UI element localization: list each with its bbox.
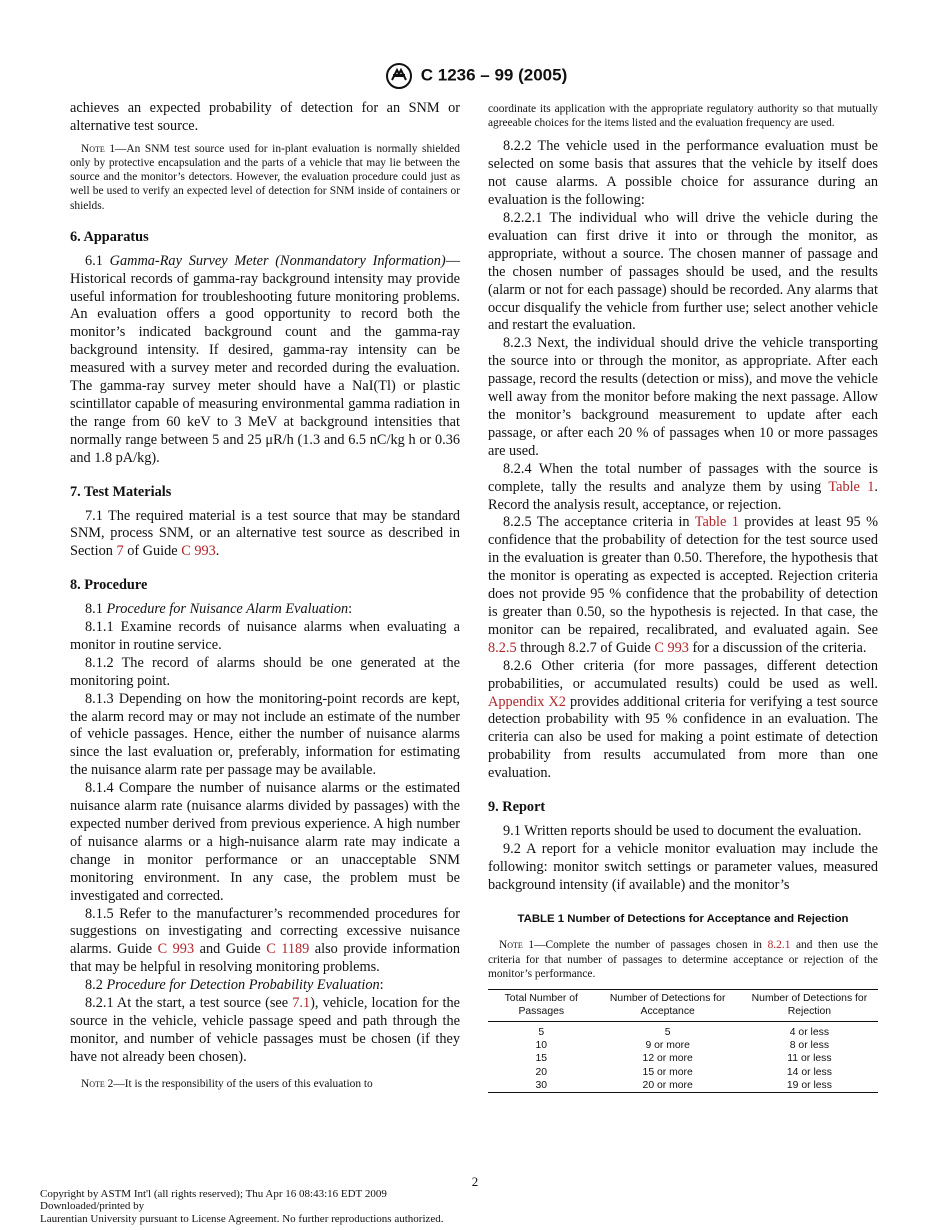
table-cell: 5 [538, 1027, 545, 1039]
table-cell: 15 [535, 1053, 548, 1065]
document-header [0, 62, 950, 90]
table-cell: 14 or less [786, 1066, 832, 1078]
section-8-2-4: 8.2.4 When the total number of passages with the source is complete, tally the results and analyze them by using Table 1. Record the analysis result, acceptance, or rejection. [488, 460, 878, 513]
astm-logo-icon [383, 62, 415, 90]
footer-line: Laurentian University pursuant to License Agreement. No further reproductions authorized. [40, 1212, 444, 1225]
section-8-1-3: 8.1.3 Depending on how the monitoring-point records are kept, the alarm record may or may not include an estimate of the number of vehicle passages. Hence, either the number of nuisance alarms since the last evaluation or, preferably, information for estimating the nuisance alarm rate per passage may be available. [70, 690, 460, 779]
table-1-caption: TABLE 1 Number of Detections for Acceptance and Rejection [517, 912, 849, 925]
section-8-1: 8.1 Procedure for Nuisance Alarm Evaluation: [85, 601, 353, 618]
table-1 [488, 989, 878, 1093]
section-7-link[interactable]: 7 [116, 543, 124, 560]
designation: C 1236 – 99 (2005) [420, 65, 568, 85]
footer-line: Downloaded/printed by [40, 1200, 145, 1213]
section-8-2: 8.2 Procedure for Detection Probability Evaluation: [85, 977, 384, 994]
table-1-link[interactable]: Table 1 [694, 514, 739, 531]
section-8-2-1-link[interactable]: 8.2.1 [767, 939, 791, 952]
section-8-2-2-1: 8.2.2.1 The individual who will drive the vehicle during the evaluation can first drive it into or through the monitor, as appropriate, without a source. The chosen manner of passage and the chosen number of passages should be used, and the results (alarm or not for each passage) should be recorded. Any alarms that occur disqualify the vehicle from further use; select another vehicle and restart the evaluation. [488, 210, 878, 334]
guide-c993-link[interactable]: C 993 [157, 941, 195, 958]
section-7-heading: 7. Test Materials [70, 483, 172, 500]
table-row [488, 1052, 878, 1065]
table-row [488, 1066, 878, 1079]
section-9-1: 9.1 Written reports should be used to document the evaluation. [503, 822, 862, 839]
table-cell: 20 [535, 1066, 548, 1078]
intro-paragraph: achieves an expected probability of detection for an SNM or alternative test source. [70, 100, 460, 134]
table-cell: 30 [535, 1079, 548, 1091]
section-6-heading: 6. Apparatus [70, 228, 149, 245]
section-7-1: 7.1 The required material is a test source that may be standard SNM, process SNM, or an alternative test source as described in Section 7 of Guide C 993. [70, 507, 460, 560]
section-8-2-5-link[interactable]: 8.2.5 [488, 639, 517, 656]
table-1-note: Note 1—Complete the number of passages chosen in 8.2.1 and then use the criteria for that number of passages to determine acceptance or rejection of the monitor’s performance. [488, 939, 878, 980]
appendix-x2-link[interactable]: Appendix X2 [488, 693, 566, 710]
note-2: Note 2—It is the responsibility of the users of this evaluation to [81, 1077, 373, 1090]
note-2-continued: coordinate its application with the appropriate regulatory authority so that mutually agreeable choices for the items listed and the evaluation frequency are used. [488, 103, 878, 130]
table-cell: 12 or more [642, 1053, 693, 1065]
section-8-2-1: 8.2.1 At the start, a test source (see 7.1), vehicle, location for the source in the vehicle, vehicle passage speed and path through the monitor, and number of vehicle passages must be chosen (if they have not already been chosen). [70, 995, 460, 1065]
table-row [488, 1039, 878, 1052]
table-header-cell: Number of Detections for Acceptance [609, 993, 726, 1017]
table-header-row [488, 990, 878, 1022]
note-1: Note 1—An SNM test source used for in-plant evaluation is normally shielded only by protective encapsulation and the parts of a vehicle that may lie between the source and the monitor’s detectors. However, the evaluation procedure could just as well be used to verify an expected level of detection for SNM inside of containers or shields. [70, 142, 460, 212]
section-7-1-link[interactable]: 7.1 [292, 995, 311, 1012]
table-1-link[interactable]: Table 1 [828, 478, 875, 495]
page-number: 2 [471, 1174, 479, 1189]
table-cell: 11 or less [787, 1053, 832, 1065]
guide-c993-link[interactable]: C 993 [181, 543, 216, 560]
section-8-1-5: 8.1.5 Refer to the manufacturer’s recommended procedures for suggestions on investigating and correcting excessive nuisance alarms. Guide C 993 and Guide C 1189 also provide information that may be helpful in resolving monitoring problems. [70, 905, 460, 976]
section-9-heading: 9. Report [488, 799, 546, 816]
table-cell: 5 [664, 1027, 671, 1039]
left-column [70, 100, 460, 1099]
table-cell: 4 or less [789, 1027, 830, 1039]
table-cell: 10 [535, 1040, 548, 1052]
section-8-1-4: 8.1.4 Compare the number of nuisance alarms or the estimated nuisance alarm rate (nuisance alarms divided by passages) with the expected number derived from previous experience. A high number of nuisance alarms or a high-nuisance alarm rate may indicate a change in monitor performance or an unacceptable SNM monitoring environment. In any case, the problem must be investigated and corrected. [70, 780, 460, 904]
table-cell: 9 or more [645, 1040, 690, 1052]
table-row [488, 1022, 878, 1040]
right-column [488, 100, 878, 1093]
section-8-2-6: 8.2.6 Other criteria (for more passages, different detection probabilities, or accumulated results) could be used as well. Appendix X2 provides additional criteria for verifying a test source detection probability with 95 % confidence in an evaluation. The criteria can also be used for making a point estimate of detection probability from results accumulated from more than one evaluation. [488, 657, 878, 782]
table-header-cell: Total Number of Passages [504, 993, 578, 1017]
section-8-2-2: 8.2.2 The vehicle used in the performance evaluation must be selected on some basis that assures that the vehicle by itself does not cause alarms. A possible choice for assurance during an evaluation is the following: [488, 138, 878, 209]
section-8-1-1: 8.1.1 Examine records of nuisance alarms when evaluating a monitor in routine service. [70, 619, 460, 653]
table-header-cell: Number of Detections for Rejection [751, 993, 868, 1017]
section-6-1: 6.1 Gamma-Ray Survey Meter (Nonmandatory Information)—Historical records of gamma-ray background intensity may provide useful information for troubleshooting future monitoring problems. An evaluation offers a good opportunity to record both the monitor’s indicated background count and the gamma-ray background intensity. If desired, gamma-ray intensity can be measured with a survey meter and recorded during the evaluation. The gamma-ray survey meter should have a NaI(Tl) or plastic scintillator capable of measuring environmental gamma radiation in the range from 60 keV to 3 MeV at background intensities that normally range between 5 and 25 μR/h (1.3 and 6.5 nC/kg h or 0.36 and 1.8 pA/kg). [70, 252, 460, 466]
footer-line: Copyright by ASTM Int'l (all rights reserved); Thu Apr 16 08:43:16 EDT 2009 [40, 1188, 387, 1200]
copyright-footer [40, 1188, 444, 1225]
section-8-2-5: 8.2.5 The acceptance criteria in Table 1 provides at least 95 % confidence that the probability of detection for the test source used in the evaluation is greater than 0.50. Therefore, the hypothesis that the monitor is operating as expected is accepted. Rejection criteria does not provide 95 % confidence that the probability of detection is greater than 0.50, so the hypothesis is rejected. In that case, the monitor can be repaired, recalibrated, and evaluated again. See 8.2.5 through 8.2.7 of Guide C 993 for a discussion of the criteria. [488, 514, 878, 656]
section-8-2-3: 8.2.3 Next, the individual should drive the vehicle transporting the source into or through the monitor, as appropriate. After each passage, record the results (detection or miss), and move the vehicle well away from the monitor before making the next passage. Allow the monitor’s background measurement to update after each passage, or after each 20 % of passages when 10 or more passages are used. [488, 335, 878, 459]
table-row [488, 1079, 878, 1093]
table-cell: 20 or more [642, 1079, 693, 1091]
table-cell: 15 or more [642, 1066, 693, 1078]
table-cell: 8 or less [789, 1040, 830, 1052]
table-cell: 19 or less [786, 1079, 832, 1091]
section-8-1-2: 8.1.2 The record of alarms should be one generated at the monitoring point. [70, 654, 460, 689]
section-9-2: 9.2 A report for a vehicle monitor evaluation may include the following: monitor switch settings or parameter values, measured background intensity (if available) and the monitor’s [488, 840, 878, 893]
guide-c1189-link[interactable]: C 1189 [266, 941, 310, 958]
section-8-heading: 8. Procedure [70, 577, 148, 594]
guide-c993-link[interactable]: C 993 [654, 639, 689, 656]
